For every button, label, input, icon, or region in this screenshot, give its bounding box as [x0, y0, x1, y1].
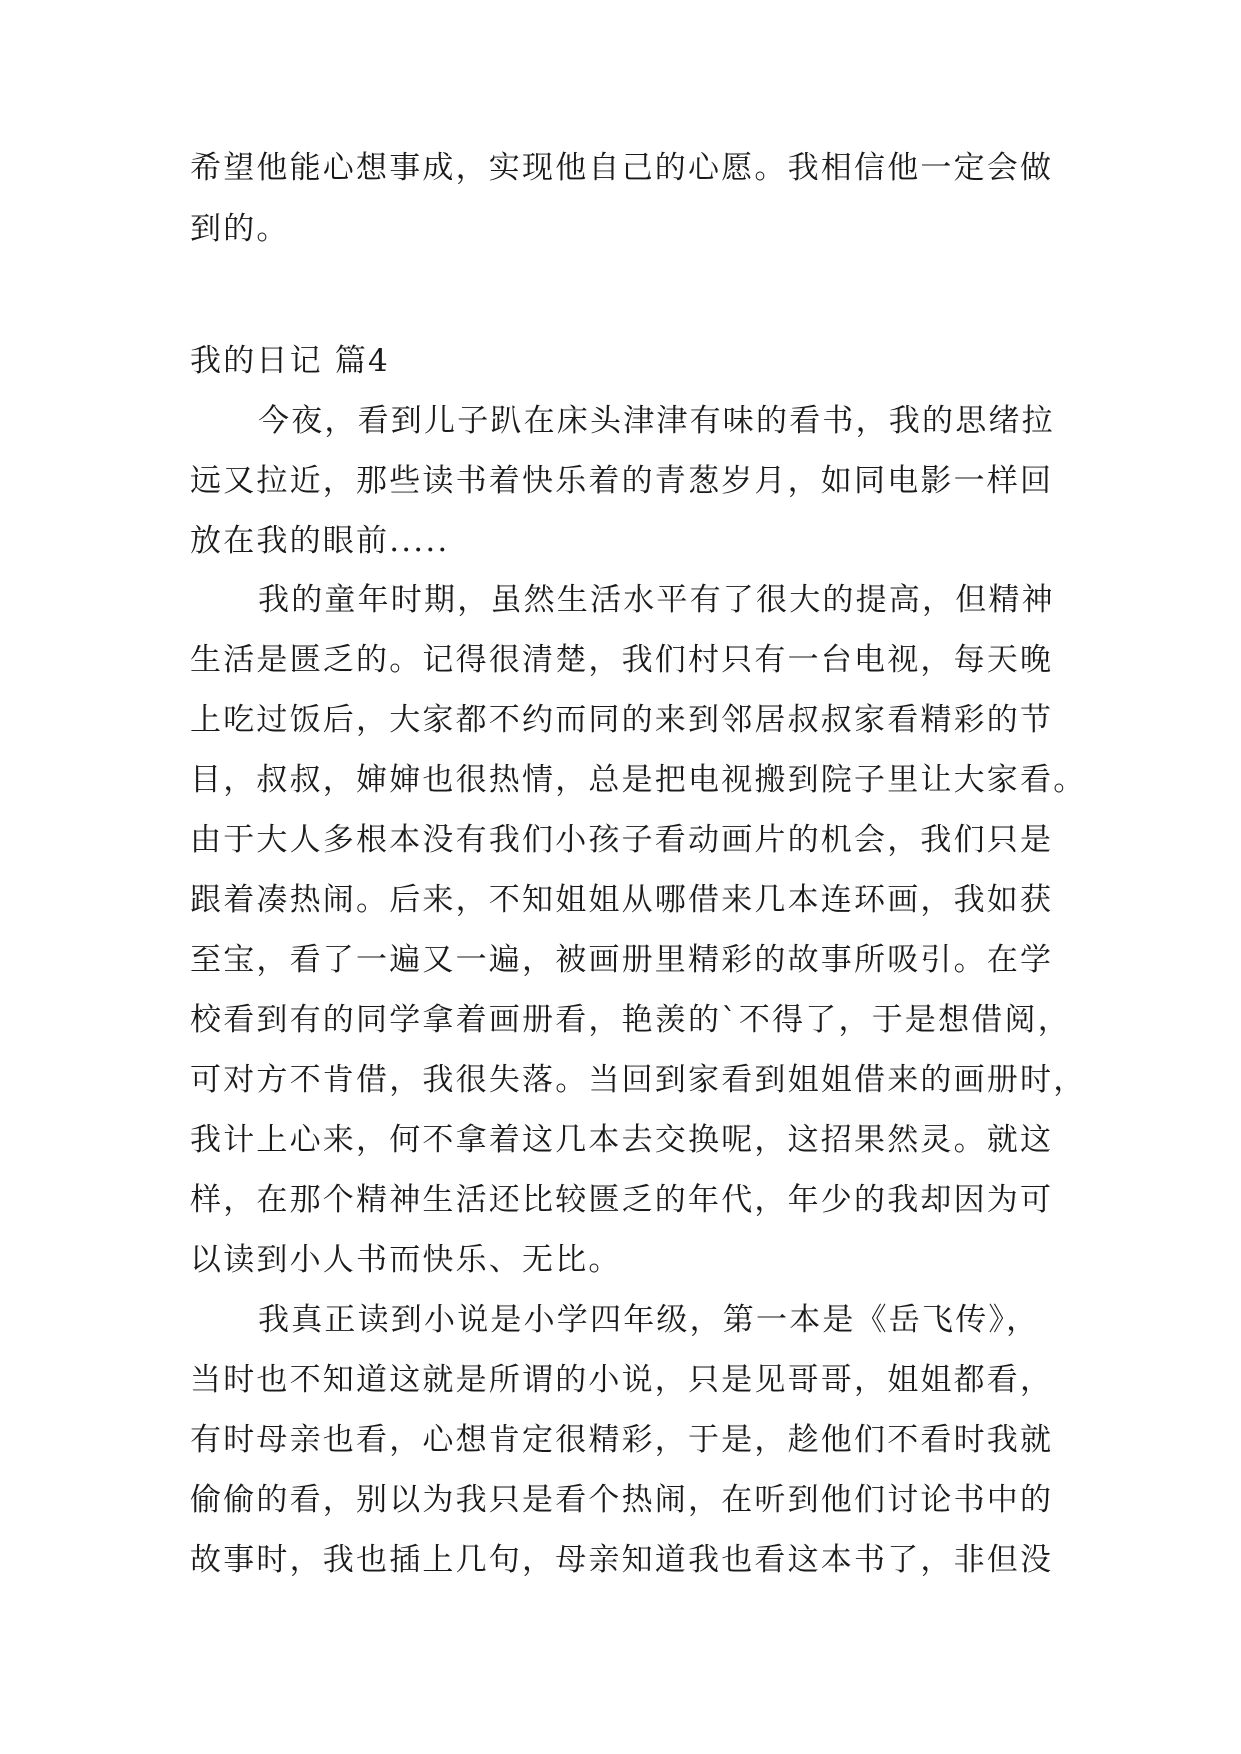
- text-line: 目，叔叔，婶婶也很热情，总是把电视搬到院子里让大家看。: [190, 762, 1087, 798]
- text-line: 样，在那个精神生活还比较匮乏的年代，年少的我却因为可: [190, 1182, 1054, 1218]
- text-line: 希望他能心想事成，实现他自己的心愿。我相信他一定会做: [190, 150, 1054, 186]
- text-line: 远又拉近，那些读书着快乐着的青葱岁月，如同电影一样回: [190, 463, 1054, 499]
- text-line: 我的童年时期，虽然生活水平有了很大的提高，但精神: [258, 582, 1055, 618]
- text-line: 有时母亲也看，心想肯定很精彩，于是，趁他们不看时我就: [190, 1422, 1054, 1458]
- text-line: 可对方不肯借，我很失落。当回到家看到姐姐借来的画册时，: [190, 1062, 1087, 1098]
- text-line: 生活是匮乏的。记得很清楚，我们村只有一台电视，每天晚: [190, 642, 1054, 678]
- text-line: 我真正读到小说是小学四年级，第一本是《岳飞传》，: [258, 1302, 1040, 1338]
- text-line: 至宝，看了一遍又一遍，被画册里精彩的故事所吸引。在学: [190, 942, 1054, 978]
- text-line: 今夜，看到儿子趴在床头津津有味的看书，我的思绪拉: [258, 403, 1055, 439]
- text-line: 到的。: [190, 211, 290, 247]
- text-line: 放在我的眼前.....: [190, 523, 450, 559]
- section-heading: 我的日记 篇4: [190, 343, 390, 379]
- text-line: 校看到有的同学拿着画册看，艳羡的`不得了，于是想借阅，: [190, 1002, 1071, 1038]
- text-line: 上吃过饭后，大家都不约而同的来到邻居叔叔家看精彩的节: [190, 702, 1054, 738]
- text-line: 跟着凑热闹。后来，不知姐姐从哪借来几本连环画，我如获: [190, 882, 1054, 918]
- text-line: 故事时，我也插上几句，母亲知道我也看这本书了，非但没: [190, 1542, 1054, 1578]
- text-line: 偷偷的看，别以为我只是看个热闹，在听到他们讨论书中的: [190, 1482, 1054, 1518]
- text-line: 以读到小人书而快乐、无比。: [190, 1242, 622, 1278]
- text-line: 我计上心来，何不拿着这几本去交换呢，这招果然灵。就这: [190, 1122, 1054, 1158]
- text-line: 由于大人多根本没有我们小孩子看动画片的机会，我们只是: [190, 822, 1054, 858]
- text-line: 当时也不知道这就是所谓的小说，只是见哥哥，姐姐都看，: [190, 1362, 1054, 1398]
